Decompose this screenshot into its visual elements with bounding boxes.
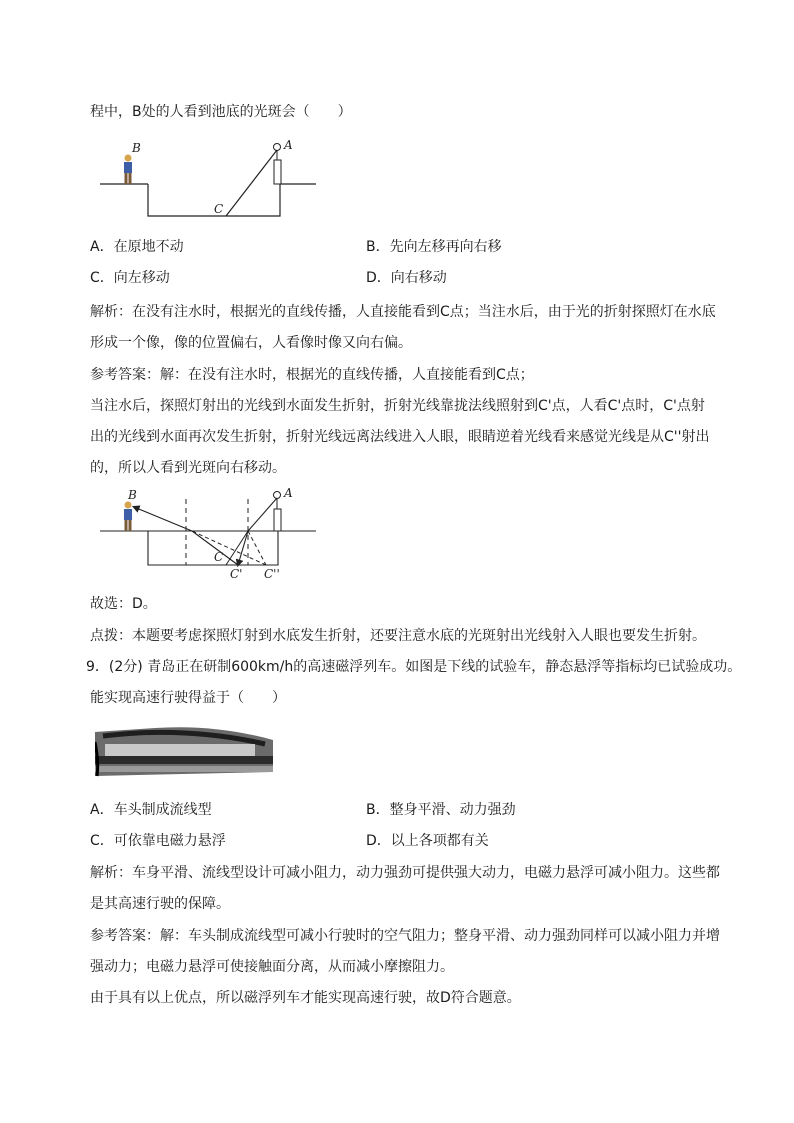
q9-stem-line2: 能实现高速行驶得益于（ ） <box>90 690 286 706</box>
q9-option-d[interactable]: D．以上各项都有关 <box>366 833 489 849</box>
train-skirt <box>95 756 273 764</box>
q8-option-d[interactable]: D．向右移动 <box>366 270 447 286</box>
incident-ray <box>248 498 277 531</box>
searchlight-a-icon <box>274 492 282 532</box>
q8-answer-line2: 当注水后，探照灯射出的光线到水面发生折射，折射光线靠拢法线照射到C'点，人看C'点时，C'点射 <box>90 398 705 414</box>
q9-option-a[interactable]: A．车头制成流线型 <box>90 802 212 818</box>
extension-ray <box>248 531 266 565</box>
emergent-ray <box>134 507 192 531</box>
label-c: C <box>214 202 224 216</box>
q8-tip: 点拨：本题要考虑探照灯射到水底发生折射，还要注意水底的光斑射出光线射入人眼也要发生折射。 <box>90 628 706 644</box>
light-ray <box>226 150 277 216</box>
q9-analysis-line1: 解析：车身平滑、流线型设计可减小阻力，动力强劲可提供强大动力，电磁力悬浮可减小阻力。这些都 <box>90 865 720 881</box>
q9-stem-line1: 9．(2分) 青岛正在研制600km/h的高速磁浮列车。如图是下线的试验车，静态悬浮等指标均已试验成功。 <box>86 659 742 675</box>
q8-stem-tail: 程中，B处的人看到池底的光斑会（ ） <box>90 104 352 120</box>
q9-analysis-line2: 是其高速行驶的保障。 <box>90 896 230 912</box>
q8-figure-pool-setup <box>98 136 320 220</box>
q8-analysis-line1: 解析：在没有注水时，根据光的直线传播，人直接能看到C点；当注水后，由于光的折射探照灯在水底 <box>90 304 716 320</box>
label-b: B <box>132 141 141 155</box>
label-c-double-prime: C'' <box>264 567 280 581</box>
q8-answer-line4: 的，所以人看到光斑向右移动。 <box>90 460 286 476</box>
pool-outline <box>148 531 278 565</box>
q9-answer-line3: 由于具有以上优点，所以磁浮列车才能实现高速行驶，故D符合题意。 <box>90 990 521 1006</box>
q8-answer-line1: 参考答案：解：在没有注水时，根据光的直线传播，人直接能看到C点； <box>90 367 534 383</box>
guideway <box>95 766 273 772</box>
q8-choice: 故选：D。 <box>90 596 157 612</box>
q8-figure-refraction <box>98 485 320 583</box>
label-c: C <box>214 550 224 564</box>
searchlight-a-icon <box>274 144 282 185</box>
q9-answer-line2: 强动力；电磁力悬浮可使接触面分离，从而减小摩擦阻力。 <box>90 959 454 975</box>
person-b-icon <box>124 155 132 185</box>
ray-to-c <box>226 531 248 565</box>
q8-analysis-line2: 形成一个像，像的位置偏右，人看像时像又向右偏。 <box>90 335 412 351</box>
q9-option-b[interactable]: B．整身平滑、动力强劲 <box>366 802 516 818</box>
q8-option-a[interactable]: A．在原地不动 <box>90 239 184 255</box>
label-a: A <box>284 138 293 152</box>
label-c-prime: C' <box>230 567 243 581</box>
q8-option-b[interactable]: B．先向左移再向右移 <box>366 239 502 255</box>
person-b-icon <box>124 502 132 532</box>
q8-answer-line3: 出的光线到水面再次发生折射，折射光线远离法线进入人眼，眼睛逆着光线看来感觉光线是从C''射出 <box>90 429 710 445</box>
refracted-ray <box>238 531 248 565</box>
label-a: A <box>284 486 293 500</box>
label-b: B <box>128 488 137 502</box>
q8-option-c[interactable]: C．向左移动 <box>90 270 170 286</box>
q9-answer-line1: 参考答案：解：车头制成流线型可减小行驶时的空气阻力；整身平滑、动力强劲同样可以减小阻力并增 <box>90 928 720 944</box>
q9-option-c[interactable]: C．可依靠电磁力悬浮 <box>90 833 226 849</box>
train-windows <box>105 744 255 756</box>
maglev-train-photo <box>95 722 275 784</box>
